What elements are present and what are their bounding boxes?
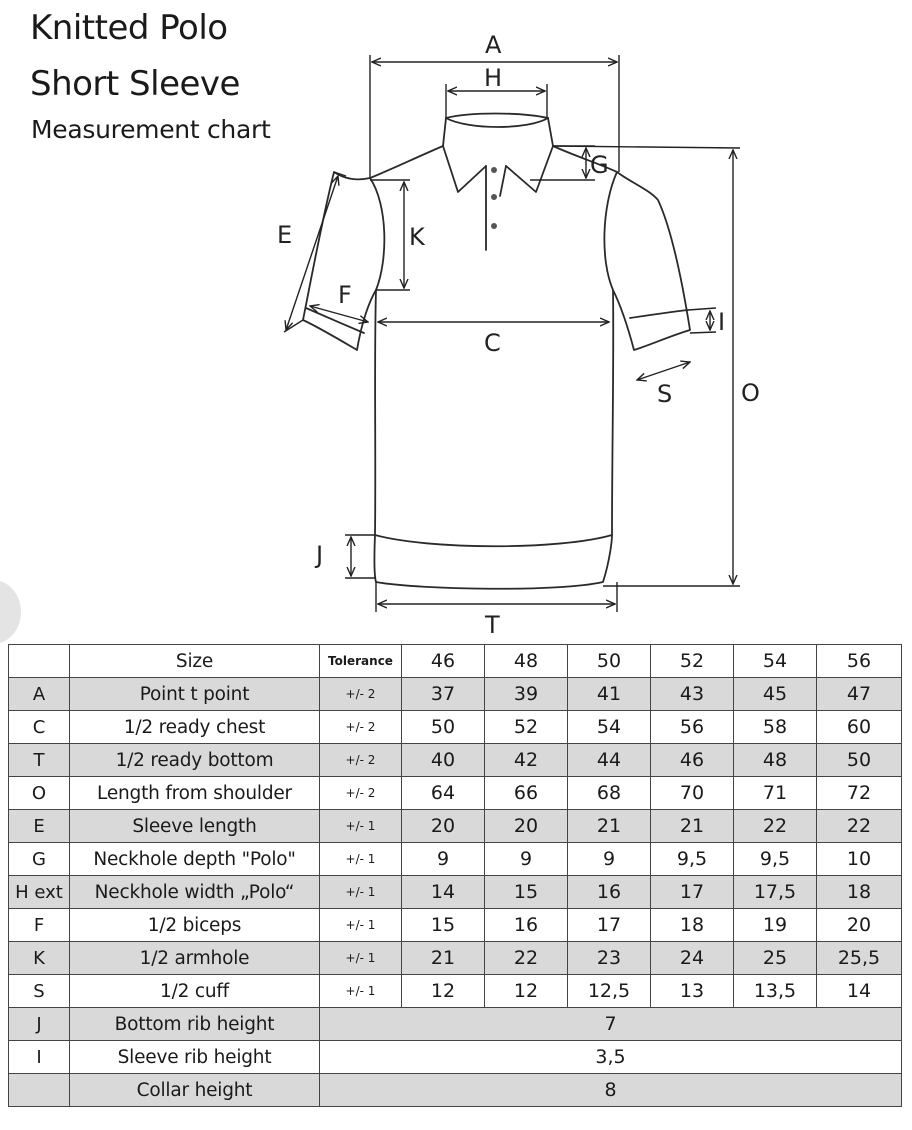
header-size-value: 46 — [402, 645, 485, 678]
row-value: 68 — [568, 777, 651, 810]
row-description: Neckhole depth "Polo" — [70, 843, 320, 876]
row-value: 14 — [402, 876, 485, 909]
row-value: 22 — [485, 942, 568, 975]
row-description: Bottom rib height — [70, 1008, 320, 1041]
label-F: F — [338, 281, 352, 309]
label-G: G — [590, 151, 609, 179]
row-value: 18 — [817, 876, 902, 909]
table-row — [9, 777, 902, 810]
table-row — [9, 975, 902, 1008]
row-value: 39 — [485, 678, 568, 711]
label-K: K — [409, 223, 425, 251]
table-row — [9, 843, 902, 876]
row-description: Sleeve length — [70, 810, 320, 843]
row-code: A — [9, 678, 70, 711]
row-value: 64 — [402, 777, 485, 810]
row-tolerance: +/- 2 — [320, 777, 402, 810]
label-A: A — [485, 31, 502, 59]
header-size: Size — [70, 645, 320, 678]
buttons — [491, 167, 497, 229]
row-value: 9,5 — [734, 843, 817, 876]
row-value: 46 — [651, 744, 734, 777]
left-armhole-seam — [370, 178, 384, 290]
row-value: 66 — [485, 777, 568, 810]
table-row — [9, 1074, 902, 1107]
header-size-value: 56 — [817, 645, 902, 678]
row-value: 9 — [485, 843, 568, 876]
row-value: 21 — [651, 810, 734, 843]
title-product: Knitted Polo — [30, 8, 228, 48]
row-code: O — [9, 777, 70, 810]
row-value: 13 — [651, 975, 734, 1008]
right-armhole-seam — [604, 172, 617, 290]
row-value: 45 — [734, 678, 817, 711]
row-value: 72 — [817, 777, 902, 810]
row-tolerance: +/- 1 — [320, 975, 402, 1008]
label-H: H — [484, 64, 503, 92]
row-value: 18 — [651, 909, 734, 942]
row-tolerance: +/- 2 — [320, 744, 402, 777]
row-value: 10 — [817, 843, 902, 876]
row-code: H ext — [9, 876, 70, 909]
row-value: 44 — [568, 744, 651, 777]
row-value: 22 — [734, 810, 817, 843]
row-value-all-sizes: 3,5 — [320, 1041, 902, 1074]
row-code: S — [9, 975, 70, 1008]
row-code: I — [9, 1041, 70, 1074]
row-value: 9 — [568, 843, 651, 876]
row-value: 43 — [651, 678, 734, 711]
row-value: 9,5 — [651, 843, 734, 876]
row-value: 21 — [402, 942, 485, 975]
header-size-value: 52 — [651, 645, 734, 678]
row-tolerance: +/- 2 — [320, 678, 402, 711]
row-value: 16 — [568, 876, 651, 909]
row-code: F — [9, 909, 70, 942]
collar-band — [446, 118, 548, 127]
row-value: 52 — [485, 711, 568, 744]
label-S: S — [657, 380, 673, 408]
row-value: 17,5 — [734, 876, 817, 909]
row-value: 16 — [485, 909, 568, 942]
row-tolerance: +/- 1 — [320, 909, 402, 942]
row-value: 12,5 — [568, 975, 651, 1008]
shirt-outline — [303, 146, 690, 589]
row-tolerance: +/- 2 — [320, 711, 402, 744]
row-value: 54 — [568, 711, 651, 744]
row-value: 12 — [402, 975, 485, 1008]
row-value: 13,5 — [734, 975, 817, 1008]
row-code: J — [9, 1008, 70, 1041]
table-header-row — [9, 645, 902, 678]
row-tolerance: +/- 1 — [320, 876, 402, 909]
table-row — [9, 1041, 902, 1074]
row-description: 1/2 cuff — [70, 975, 320, 1008]
row-value: 20 — [485, 810, 568, 843]
row-description: Neckhole width „Polo“ — [70, 876, 320, 909]
row-value: 20 — [817, 909, 902, 942]
row-value: 40 — [402, 744, 485, 777]
dim-line-S — [637, 362, 690, 380]
row-tolerance: +/- 1 — [320, 843, 402, 876]
row-code: K — [9, 942, 70, 975]
row-description: 1/2 ready bottom — [70, 744, 320, 777]
row-value-all-sizes: 8 — [320, 1074, 902, 1107]
table-row — [9, 1008, 902, 1041]
row-code: E — [9, 810, 70, 843]
measurement-table — [8, 644, 902, 1107]
left-cuff-seam — [306, 308, 364, 333]
row-description: Length from shoulder — [70, 777, 320, 810]
label-T: T — [485, 611, 500, 639]
row-value: 20 — [402, 810, 485, 843]
row-value-all-sizes: 7 — [320, 1008, 902, 1041]
row-value: 50 — [402, 711, 485, 744]
row-value: 71 — [734, 777, 817, 810]
label-O: O — [741, 379, 760, 407]
row-description: Point t point — [70, 678, 320, 711]
row-description: 1/2 biceps — [70, 909, 320, 942]
row-value: 9 — [402, 843, 485, 876]
row-value: 25 — [734, 942, 817, 975]
right-cuff-seam — [630, 310, 688, 318]
label-I: I — [718, 308, 726, 336]
row-value: 14 — [817, 975, 902, 1008]
collar-back — [446, 114, 548, 119]
table-row — [9, 678, 902, 711]
title-chart: Measurement chart — [31, 115, 271, 144]
measurement-table-body — [9, 645, 902, 1107]
row-description: Collar height — [70, 1074, 320, 1107]
row-value: 21 — [568, 810, 651, 843]
row-value: 58 — [734, 711, 817, 744]
button-2 — [491, 194, 497, 200]
row-value: 25,5 — [817, 942, 902, 975]
label-E: E — [277, 221, 293, 249]
table-row — [9, 810, 902, 843]
header-size-value: 48 — [485, 645, 568, 678]
row-value: 42 — [485, 744, 568, 777]
row-description: 1/2 armhole — [70, 942, 320, 975]
row-code — [9, 1074, 70, 1107]
button-3 — [491, 223, 497, 229]
table-row — [9, 942, 902, 975]
header-size-value: 50 — [568, 645, 651, 678]
row-value: 24 — [651, 942, 734, 975]
row-value: 17 — [568, 909, 651, 942]
row-code: G — [9, 843, 70, 876]
row-value: 37 — [402, 678, 485, 711]
row-code: T — [9, 744, 70, 777]
row-description: Sleeve rib height — [70, 1041, 320, 1074]
row-value: 22 — [817, 810, 902, 843]
label-C: C — [484, 329, 501, 357]
header-size-value: 54 — [734, 645, 817, 678]
collar-left — [443, 118, 486, 192]
row-value: 60 — [817, 711, 902, 744]
row-description: 1/2 ready chest — [70, 711, 320, 744]
row-value: 15 — [485, 876, 568, 909]
table-row — [9, 876, 902, 909]
row-value: 47 — [817, 678, 902, 711]
row-value: 23 — [568, 942, 651, 975]
row-tolerance: +/- 1 — [320, 810, 402, 843]
row-value: 12 — [485, 975, 568, 1008]
header-tolerance: Tolerance — [320, 645, 402, 678]
row-value: 17 — [651, 876, 734, 909]
row-value: 41 — [568, 678, 651, 711]
table-row — [9, 909, 902, 942]
row-code: C — [9, 711, 70, 744]
row-value: 15 — [402, 909, 485, 942]
placket — [486, 166, 506, 250]
title-variant: Short Sleeve — [30, 64, 240, 104]
table-row — [9, 711, 902, 744]
row-value: 56 — [651, 711, 734, 744]
button-1 — [491, 167, 497, 173]
row-value: 50 — [817, 744, 902, 777]
row-value: 19 — [734, 909, 817, 942]
row-tolerance: +/- 1 — [320, 942, 402, 975]
header-code — [9, 645, 70, 678]
bottom-rib-seam — [375, 535, 612, 546]
table-row — [9, 744, 902, 777]
row-value: 48 — [734, 744, 817, 777]
label-J: J — [316, 541, 324, 569]
collar-right — [506, 118, 553, 192]
row-value: 70 — [651, 777, 734, 810]
